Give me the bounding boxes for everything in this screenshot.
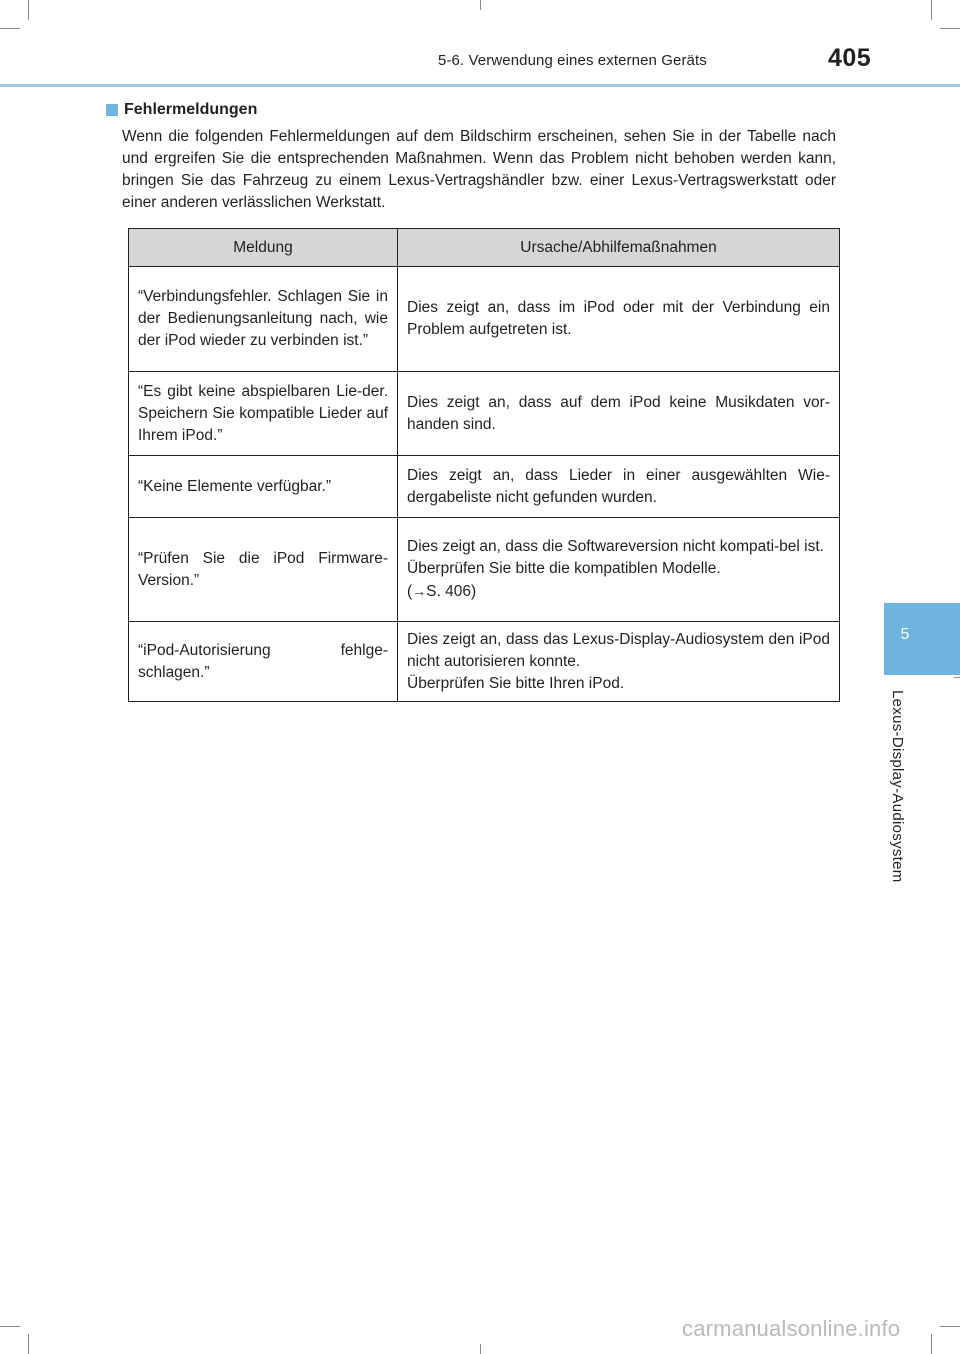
crop-mark — [940, 28, 960, 29]
error-message-table — [128, 228, 840, 702]
table-row — [129, 622, 840, 702]
message-cell: “Verbindungsfehler. Schlagen Sie in der Bedienungsanleitung nach, wie der iPod wieder zu verbinden ist.” — [129, 267, 398, 372]
crop-mark — [0, 1326, 20, 1327]
running-header: 5-6. Verwendung eines externen Geräts — [438, 52, 707, 69]
intro-paragraph: Wenn die folgenden Fehlermeldungen auf dem Bildschirm erscheinen, sehen Sie in der Tabelle nach und ergreifen Sie die entsprechenden Maßnahmen. Wenn das Problem nicht behoben werden kann, bringen Sie das Fahrzeug zu einem Lexus-Vertragshändler bzw. einer Lexus-Vertragswerkstatt oder einer anderen verlässlichen Werkstatt. — [122, 128, 836, 211]
cause-text: Dies zeigt an, dass auf dem iPod keine Musikdaten vor-handen sind. — [407, 393, 830, 433]
column-header-message: Meldung — [129, 229, 398, 267]
page-ref: S. 406) — [426, 583, 477, 600]
section-heading-text: Fehlermeldungen — [124, 101, 258, 118]
message-cell: “Prüfen Sie die iPod Firmware-Version.” — [129, 518, 398, 622]
crop-mark — [28, 0, 29, 20]
table-row — [129, 518, 840, 622]
chapter-tab — [884, 603, 960, 675]
chapter-number: 5 — [900, 626, 910, 643]
table-row — [129, 372, 840, 456]
crop-mark — [954, 677, 960, 678]
cause-cell — [398, 267, 840, 372]
paren: ( — [407, 583, 413, 600]
crop-mark — [480, 1344, 481, 1354]
cause-text: Dies zeigt an, dass Lieder in einer ausgewählten Wie-dergabeliste nicht gefunden wurden. — [407, 466, 830, 506]
message-cell: “Es gibt keine abspielbaren Lie-der. Speichern Sie kompatible Lieder auf Ihrem iPod.” — [129, 372, 398, 456]
section-heading — [106, 101, 257, 119]
crop-mark — [931, 0, 932, 20]
cause-text: Dies zeigt an, dass die Softwareversion nicht kompati-bel ist. — [407, 538, 824, 555]
cause-text: Überprüfen Sie bitte die kompatiblen Modelle. — [407, 560, 721, 577]
cause-cell — [398, 518, 840, 622]
chapter-label: Lexus-Display-Audiosystem — [889, 690, 906, 883]
watermark: carmanualsonline.info — [682, 1316, 901, 1341]
cause-cell — [398, 622, 840, 702]
square-bullet-icon — [106, 104, 118, 116]
crop-mark — [0, 28, 20, 29]
crop-mark — [28, 1334, 29, 1354]
cause-cell — [398, 456, 840, 518]
cause-cell — [398, 372, 840, 456]
message-cell: “iPod-Autorisierung fehlge-schlagen.” — [129, 622, 398, 702]
message-cell: “Keine Elemente verfügbar.” — [129, 456, 398, 518]
table-row — [129, 456, 840, 518]
cause-text: Dies zeigt an, dass das Lexus-Display-Audiosystem den iPod nicht autorisieren konnte. — [407, 630, 830, 670]
header-rule — [0, 84, 960, 87]
crop-mark — [480, 0, 481, 10]
arrow-icon: → — [412, 583, 427, 599]
cause-reference — [407, 580, 830, 603]
page-number: 405 — [828, 44, 872, 72]
table-header-row — [129, 229, 840, 267]
cause-text: Dies zeigt an, dass im iPod oder mit der Verbindung ein Problem aufgetreten ist. — [407, 299, 830, 338]
crop-mark — [940, 1326, 960, 1327]
column-header-cause: Ursache/Abhilfemaßnahmen — [398, 229, 840, 267]
table-row — [129, 267, 840, 372]
crop-mark — [931, 1334, 932, 1354]
cause-text: Überprüfen Sie bitte Ihren iPod. — [407, 674, 625, 692]
